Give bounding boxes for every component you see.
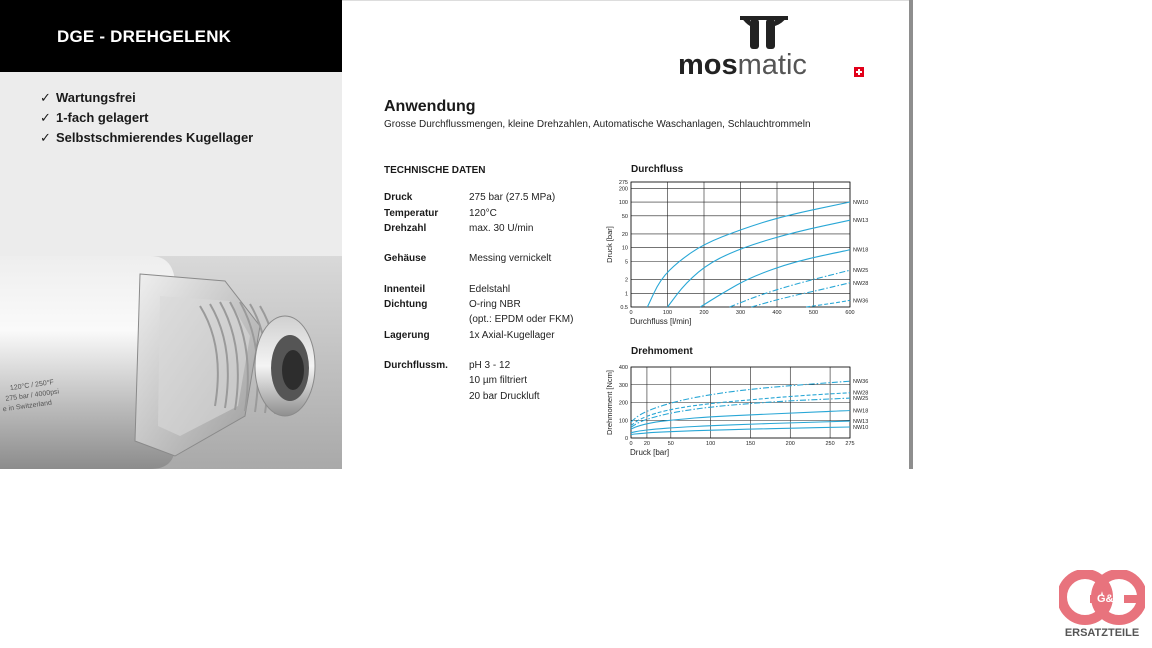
y-tick-label: 200 (618, 400, 628, 407)
x-tick-label: 150 (745, 441, 756, 447)
photo-engraving: e in Switzerland (2, 399, 53, 414)
logo-text-dark: mos (678, 49, 738, 80)
y-tick-label: 1 (624, 291, 628, 298)
x-tick-label: 50 (667, 441, 674, 447)
x-axis-label: Druck [bar] (630, 448, 670, 457)
series-line-nw36 (806, 300, 850, 307)
x-tick-label: 20 (643, 441, 650, 447)
y-tick-label: 50 (621, 213, 628, 220)
series-label-nw25: NW25 (853, 396, 869, 403)
spec-label-durchflussm: Durchflussm. (384, 360, 448, 371)
chart-durchfluss-title: Durchfluss (631, 164, 684, 175)
product-title-bar (0, 0, 342, 72)
svg-text:mosmatic (678, 49, 807, 80)
spec-value-ph: pH 3 - 12 (469, 360, 511, 371)
y-tick-label: 300 (618, 382, 628, 389)
series-label-nw25: NW25 (853, 268, 869, 275)
x-tick-label: 300 (735, 310, 746, 316)
y-tick-label: 100 (618, 200, 628, 207)
photo-engraving: 120°C / 250°F (9, 379, 55, 393)
series-line-nw13 (631, 421, 850, 433)
x-tick-label: 400 (772, 310, 782, 316)
y-tick-label: 400 (618, 365, 628, 371)
y-tick-label: 200 (618, 186, 628, 193)
spec-value-gehaeuse: Messing vernickelt (469, 253, 552, 264)
mosmatic-logo (676, 12, 866, 80)
spec-label-drehzahl: Drehzahl (384, 223, 427, 234)
x-tick-label: 100 (662, 310, 673, 316)
spec-label-dichtung: Dichtung (384, 299, 428, 310)
y-tick-label: 10 (621, 245, 628, 252)
spec-value-dichtung-opt: (opt.: EPDM oder FKM) (469, 314, 574, 325)
x-tick-label: 250 (825, 441, 835, 447)
series-label-nw13: NW13 (853, 419, 869, 426)
y-tick-label: 20 (621, 231, 628, 238)
feature-item: ✓ 1-fach gelagert (40, 108, 253, 128)
x-tick-label: 0 (629, 441, 633, 447)
check-icon: ✓ (40, 130, 51, 145)
product-title: DGE - DREHGELENK (57, 27, 232, 46)
series-label-nw36: NW36 (853, 298, 869, 305)
feature-list (40, 88, 253, 148)
y-tick-label: 100 (618, 418, 628, 425)
series-line-nw25 (730, 270, 850, 307)
x-tick-label: 0 (629, 310, 633, 316)
y-tick-label: 275 (618, 180, 628, 186)
spec-label-innenteil: Innenteil (384, 284, 426, 295)
series-label-nw13: NW13 (853, 218, 869, 225)
series-label-nw10: NW10 (853, 200, 869, 207)
x-tick-label: 500 (808, 310, 819, 316)
series-line-nw18 (700, 250, 850, 307)
spec-label-lagerung: Lagerung (384, 330, 430, 341)
spec-value-druck: 275 bar (27.5 MPa) (469, 192, 556, 203)
gg-caption: ERSATZTEILE (1064, 627, 1140, 639)
x-tick-label: 600 (845, 310, 855, 316)
series-line-nw18 (631, 410, 850, 429)
feature-item: ✓ Selbstschmierendes Kugellager (40, 128, 253, 148)
check-icon: ✓ (40, 90, 51, 105)
series-line-nw13 (668, 220, 851, 307)
product-panel (0, 0, 342, 469)
series-label-nw28: NW28 (853, 390, 869, 397)
y-tick-label: 0 (624, 436, 628, 442)
series-label-nw10: NW10 (853, 424, 869, 431)
y-tick-label: 0.5 (620, 305, 628, 311)
x-tick-label: 100 (706, 441, 716, 447)
spec-label-gehaeuse: Gehäuse (384, 253, 427, 264)
series-label-nw18: NW18 (853, 408, 869, 415)
series-line-nw28 (751, 283, 850, 307)
x-tick-label: 200 (699, 310, 709, 316)
swivel-joint-photo (0, 256, 342, 469)
spec-value-drehzahl: max. 30 U/min (469, 223, 534, 234)
chart-durchfluss (600, 176, 875, 336)
spec-label-druck: Druck (384, 192, 413, 203)
page-edge (909, 0, 913, 469)
chart-drehmoment (600, 360, 875, 464)
logo-text-light: matic (737, 49, 807, 80)
chart-drehmoment-title: Drehmoment (631, 346, 693, 357)
y-axis-label: Drehmoment [Ncm] (605, 369, 614, 436)
technische-daten-heading: TECHNISCHE DATEN (384, 165, 486, 176)
series-line-nw10 (647, 202, 850, 307)
series-label-nw36: NW36 (853, 379, 869, 386)
check-icon: ✓ (40, 110, 51, 125)
spec-label-temperatur: Temperatur (384, 208, 439, 219)
x-tick-label: 275 (845, 441, 855, 447)
spec-value-temperatur: 120°C (469, 208, 497, 219)
series-label-nw18: NW18 (853, 247, 869, 254)
spec-value-innenteil: Edelstahl (469, 284, 511, 295)
feature-item: ✓ Wartungsfrei (40, 88, 253, 108)
y-tick-label: 2 (624, 277, 628, 284)
y-axis-label: Druck [bar] (605, 226, 614, 263)
spec-value-druckluft: 20 bar Druckluft (469, 391, 540, 402)
x-tick-label: 200 (785, 441, 795, 447)
gg-ersatzteile-logo (1059, 570, 1145, 640)
gg-logo-text: G&G (1097, 593, 1123, 605)
photo-engraving: 275 bar / 4000psi (5, 388, 60, 403)
x-axis-label: Durchfluss [l/min] (630, 317, 692, 326)
spec-value-dichtung: O-ring NBR (469, 299, 521, 310)
spec-value-filter: 10 µm filtriert (469, 375, 527, 386)
anwendung-text: Grosse Durchflussmengen, kleine Drehzahlen, Automatische Waschanlagen, Schlauchtrommeln (384, 119, 811, 130)
y-tick-label: 5 (624, 259, 628, 266)
series-label-nw28: NW28 (853, 280, 869, 287)
spec-value-lagerung: 1x Axial-Kugellager (469, 330, 555, 341)
anwendung-title: Anwendung (384, 98, 476, 115)
